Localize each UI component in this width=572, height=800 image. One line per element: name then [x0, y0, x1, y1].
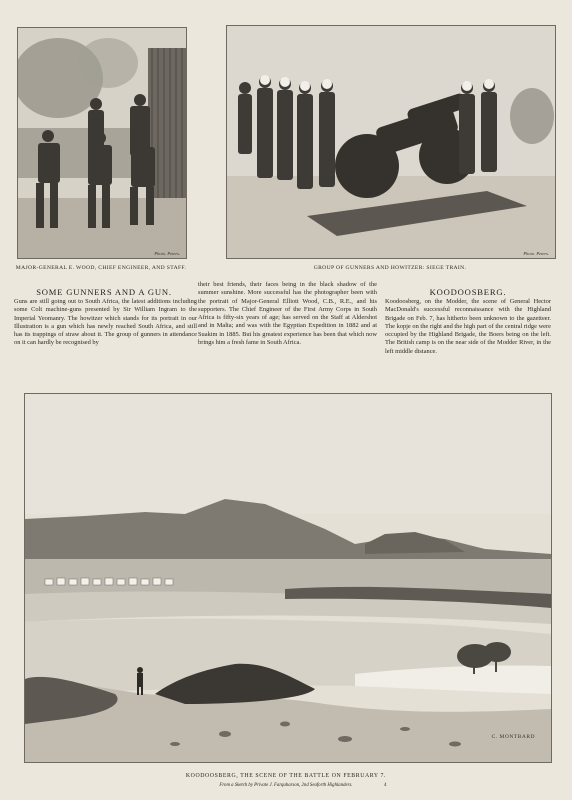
page-mark: 4: [384, 783, 387, 788]
article-heading-koodoosberg: KOODOOSBERG.: [429, 287, 507, 297]
officers-photo-illustration: [18, 28, 186, 258]
article-text: their best friends, their faces being in the black shadow of the summer sunshine. More successful has the photographer been with the portrait of Major-General Elliott Wood, C.B., R.E., and his supporters. The Chief Engineer of the First Army Corps in South Africa is fifty-six years of age; has served on the Staff at Aldershot and in Malta; and was with the Egyptian Expedition in 1882 and at Suakim in 1885. But his greatest experience has been that which now brings him a fresh fame in South Africa.: [198, 281, 377, 347]
article-column-1: [14, 298, 197, 368]
photo-credit: Photo. Peters.: [154, 251, 180, 256]
article-column-2: [198, 281, 377, 361]
artist-signature: C. MONTBARD: [491, 734, 535, 740]
article-heading-gunners: SOME GUNNERS AND A GUN.: [36, 287, 172, 297]
landscape-sketch: [25, 394, 551, 762]
photo-officers-group: [17, 27, 187, 259]
bottom-caption: KOODOOSBERG, THE SCENE OF THE BATTLE ON FEBRUARY 7.: [185, 773, 387, 779]
illustration-koodoosberg-landscape: [24, 393, 552, 763]
article-text: Guns are still going out to South Africa, the latest additions including some Colt machine-guns presented by Sir William Ingram to the Imperial Yeomanry. The howitzer which stands for its portrait in our Illustration is a gun which has newly reached South Africa, and still has its trappings of straw about it. The group of gunners in attendance on it can hardly be recognised by: [14, 298, 197, 347]
article-column-3: [385, 298, 551, 368]
photo-caption-officers: MAJOR-GENERAL E. WOOD, CHIEF ENGINEER, AND STAFF.: [15, 265, 187, 271]
photo-caption-gunners: GROUP OF GUNNERS AND HOWITZER: SIEGE TRAIN.: [313, 265, 467, 271]
howitzer-photo-illustration: [227, 26, 555, 258]
photo-gunners-howitzer: [226, 25, 556, 259]
article-text: Koodoosberg, on the Modder, the scene of General Hector MacDonald's successful reconnaissance with the Highland Brigade on Feb. 7, has hitherto been unknown to the gazetteer. The kopje on the right and the high part of the central ridge were occupied by the Highland Brigade, the Boers being on the left. The British camp is on the near side of the Modder River, in the left middle distance.: [385, 298, 551, 355]
photo-credit: Photo. Peters.: [523, 251, 549, 256]
bottom-source-credit: From a Sketch by Private J. Farquharson, 2nd Seaforth Highlanders.: [219, 783, 353, 788]
